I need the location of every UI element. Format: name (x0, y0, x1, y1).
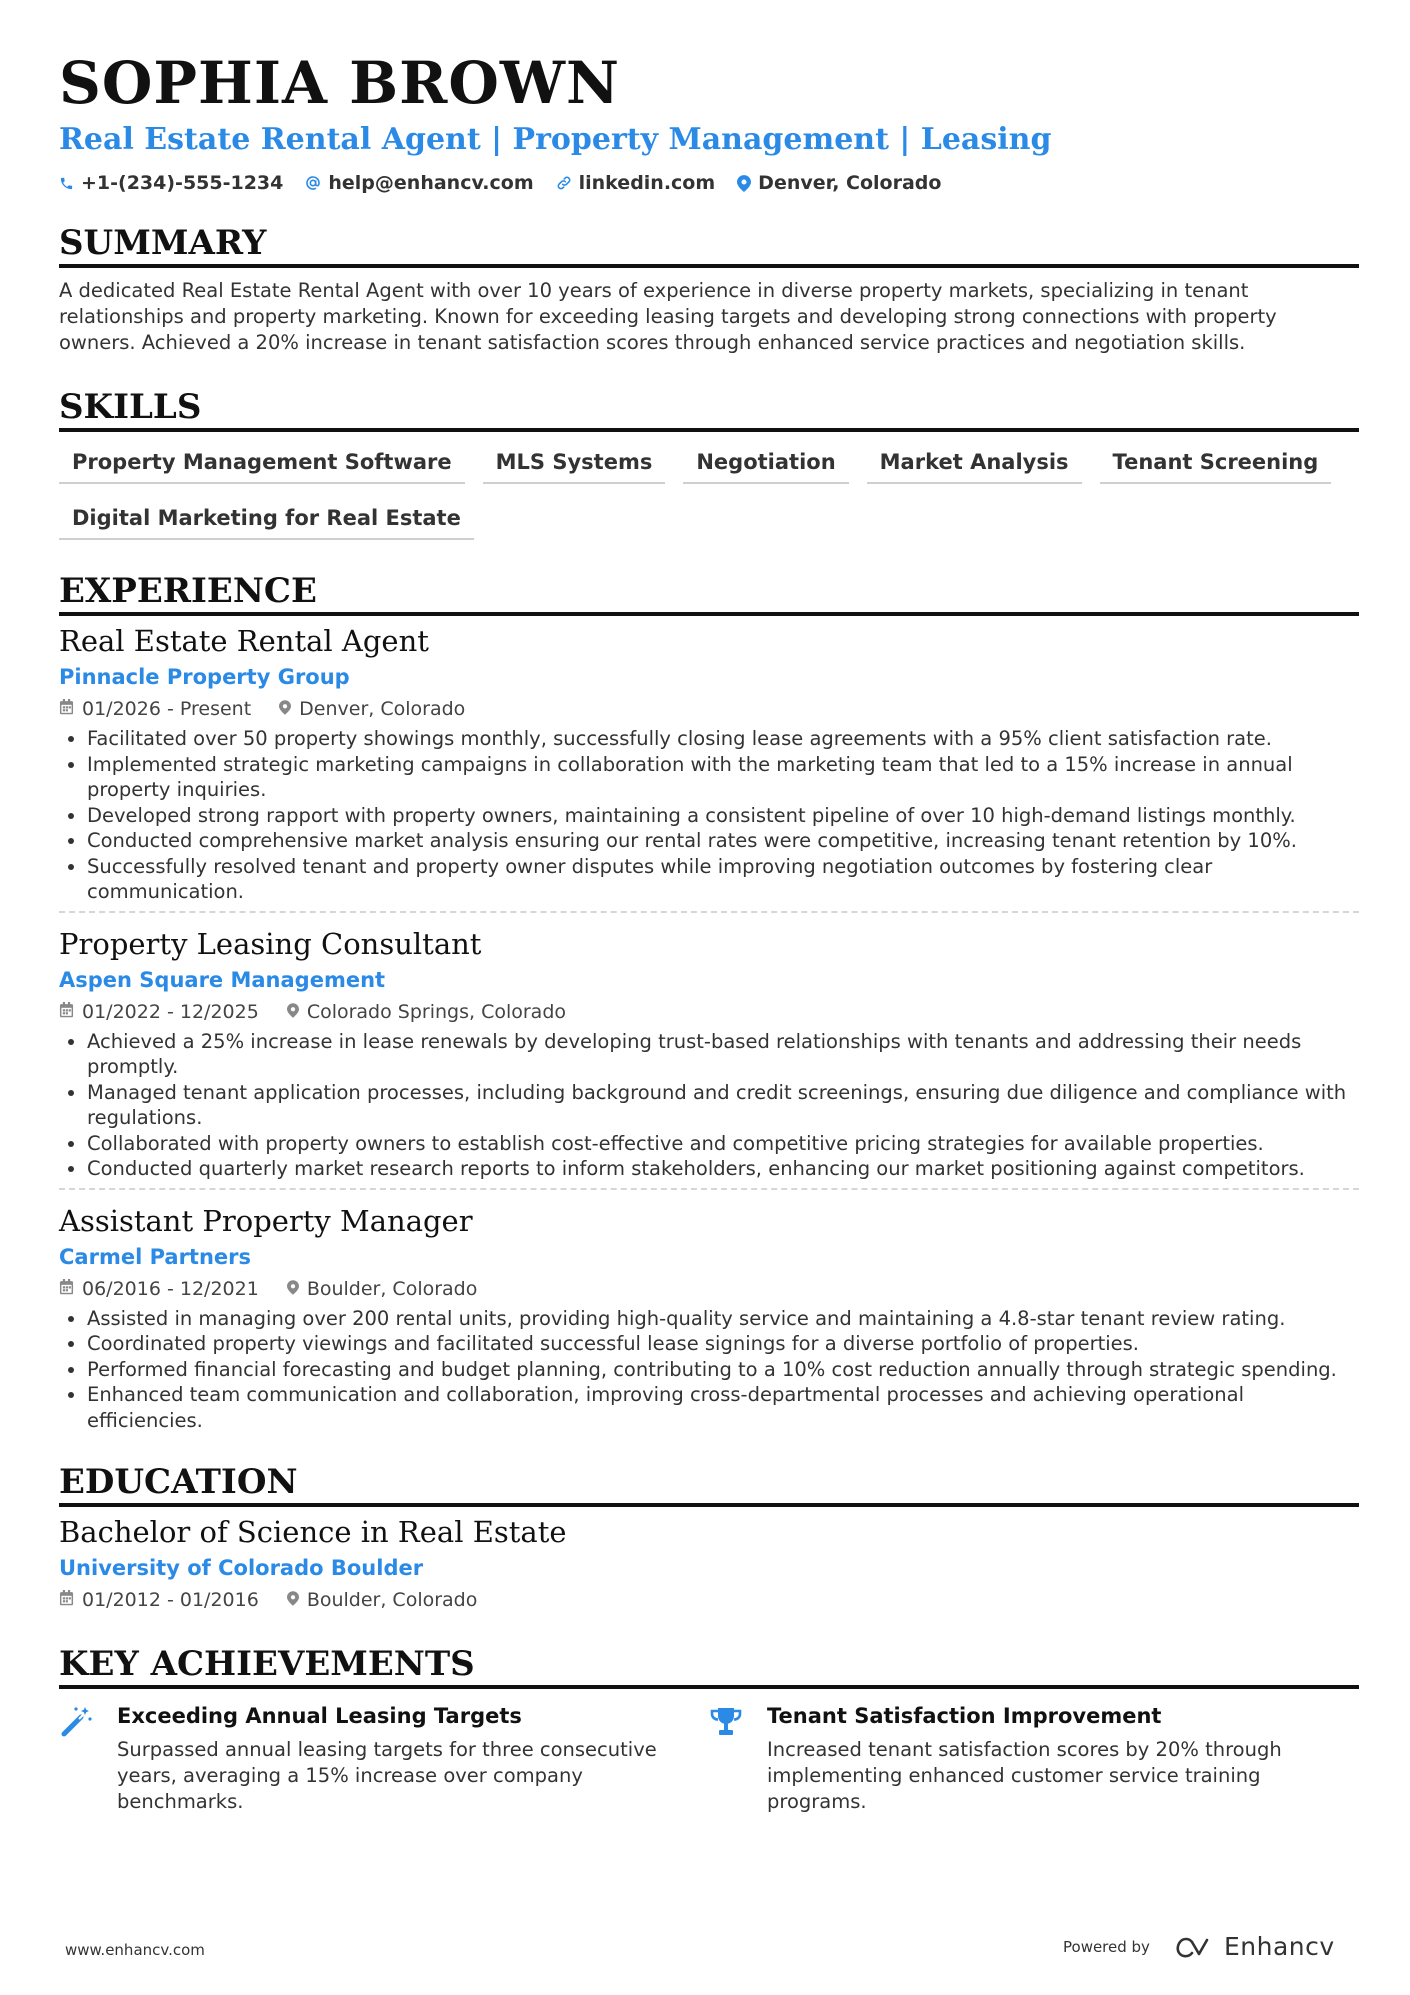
job-entry (59, 911, 1359, 1188)
company-name[interactable]: Aspen Square Management (59, 967, 386, 992)
job-bullet: • Facilitated over 50 property showings monthly, successfully closing lease agreements with a 95% client satisfaction rate. (87, 726, 1359, 752)
contact-linkedin[interactable] (556, 172, 716, 194)
job-title: Property Leasing Consultant (59, 926, 482, 961)
experience-section (59, 570, 1359, 1439)
footer-branding (1063, 1932, 1335, 1961)
contact-row (59, 172, 1359, 194)
job-bullet: • Assisted in managing over 200 rental units, providing high-quality service and maintaining a 4.8-star tenant review rating. (87, 1306, 1359, 1332)
calendar-icon (59, 1276, 74, 1302)
education-dates-text: 01/2012 - 01/2016 (82, 1589, 259, 1611)
at-icon (305, 175, 321, 191)
enhancv-logo-text: Enhancv (1223, 1932, 1335, 1961)
skill-tag: Market Analysis (867, 444, 1082, 484)
skills-title: SKILLS (59, 386, 1359, 432)
job-dates (59, 1276, 259, 1302)
link-icon (556, 175, 572, 191)
job-location-text: Colorado Springs, Colorado (306, 1000, 567, 1023)
phone-icon (59, 176, 74, 191)
summary-text: A dedicated Real Estate Rental Agent with over 10 years of experience in diverse property markets, specializing in tenant relationships and property marketing. Known for exceeding leasing targets and developing strong connections with property owners. Achieved a 20% increase in tenant satisfaction scores through enhanced service practices and negotiation skills. (59, 279, 1277, 354)
contact-location (737, 172, 941, 194)
skills-section (59, 386, 1359, 540)
contact-phone[interactable] (59, 172, 283, 194)
job-dates (59, 999, 259, 1025)
location-pin-icon (287, 1587, 299, 1613)
job-meta (59, 696, 1359, 722)
education-location (287, 1587, 478, 1613)
candidate-name: SOPHIA BROWN (59, 49, 621, 117)
calendar-icon (59, 1587, 74, 1613)
summary-title: SUMMARY (59, 222, 1359, 268)
experience-title: EXPERIENCE (59, 570, 1359, 616)
contact-email[interactable] (305, 172, 533, 194)
achievements-title: KEY ACHIEVEMENTS (59, 1643, 1359, 1689)
job-bullet: • Successfully resolved tenant and property owner disputes while improving negotiation outcomes by fostering clear communication. (87, 854, 1359, 905)
skill-tag: Tenant Screening (1100, 444, 1332, 484)
skill-tag: Digital Marketing for Real Estate (59, 500, 474, 540)
job-location (279, 696, 465, 722)
job-dates-text: 01/2022 - 12/2025 (82, 1000, 259, 1023)
company-name[interactable]: Carmel Partners (59, 1244, 252, 1269)
education-section (59, 1461, 1359, 1613)
skill-tag: MLS Systems (483, 444, 666, 484)
job-bullet: • Developed strong rapport with property owners, maintaining a consistent pipeline of over 10 high-demand listings monthly. (87, 803, 1359, 829)
trophy-icon (709, 1701, 749, 1815)
job-bullet: • Implemented strategic marketing campaigns in collaboration with the marketing team that led to a 15% increase in annual property inquiries. (87, 752, 1359, 803)
contact-linkedin-text: linkedin.com (578, 172, 716, 194)
enhancv-logo-icon (1172, 1936, 1216, 1958)
job-dates (59, 696, 251, 722)
achievement-description: Surpassed annual leasing targets for three consecutive years, averaging a 15% increase over company benchmarks. (117, 1738, 657, 1813)
contact-phone-text: +1-(234)-555-1234 (81, 172, 284, 194)
location-pin-icon (287, 999, 299, 1025)
job-bullet: • Coordinated property viewings and facilitated successful lease signings for a diverse portfolio of properties. (87, 1331, 1359, 1357)
summary-section (59, 222, 1359, 356)
job-title: Real Estate Rental Agent (59, 624, 429, 658)
footer-website[interactable]: www.enhancv.com (65, 1941, 205, 1959)
achievement-description: Increased tenant satisfaction scores by 20% through implementing enhanced customer service training programs. (767, 1738, 1282, 1813)
education-meta (59, 1587, 1359, 1613)
calendar-icon (59, 696, 74, 722)
job-bullet: • Collaborated with property owners to establish cost-effective and competitive pricing strategies for available properties. (87, 1131, 1359, 1157)
school-name[interactable]: University of Colorado Boulder (59, 1556, 424, 1580)
job-meta (59, 1276, 1359, 1302)
job-bullet: • Managed tenant application processes, including background and credit screenings, ensuring due diligence and compliance with regulations. (87, 1080, 1359, 1131)
job-bullet: • Conducted comprehensive market analysis ensuring our rental rates were competitive, increasing tenant retention by 10%. (87, 828, 1359, 854)
company-name[interactable]: Pinnacle Property Group (59, 665, 350, 689)
job-location (287, 1276, 478, 1302)
job-dates-text: 06/2016 - 12/2021 (82, 1277, 259, 1300)
magic-wand-icon (59, 1701, 99, 1815)
achievement-item (59, 1701, 709, 1815)
calendar-icon (59, 999, 74, 1025)
job-title: Assistant Property Manager (59, 1203, 473, 1238)
degree-title: Bachelor of Science in Real Estate (59, 1515, 567, 1549)
achievement-title: Tenant Satisfaction Improvement (767, 1704, 1162, 1728)
skill-tag: Property Management Software (59, 444, 465, 484)
job-bullet: • Conducted quarterly market research reports to inform stakeholders, enhancing our market positioning against competitors. (87, 1156, 1359, 1182)
achievements-section (59, 1643, 1359, 1815)
contact-location-text: Denver, Colorado (758, 172, 942, 194)
job-bullet: • Enhanced team communication and collaboration, improving cross-departmental processes and achieving operational efficiencies. (87, 1382, 1359, 1433)
resume-page (59, 48, 1359, 1815)
job-meta (59, 999, 1359, 1025)
enhancv-logo[interactable] (1172, 1932, 1335, 1961)
job-bullets (59, 1029, 1359, 1182)
skill-tag: Negotiation (683, 444, 848, 484)
job-location (287, 999, 566, 1025)
education-location-text: Boulder, Colorado (306, 1589, 478, 1611)
job-dates-text: 01/2026 - Present (82, 698, 252, 720)
contact-email-text: help@enhancv.com (328, 172, 534, 194)
skills-list (59, 444, 1359, 540)
job-bullets (59, 726, 1359, 905)
job-location-text: Boulder, Colorado (306, 1277, 478, 1300)
job-bullet: • Achieved a 25% increase in lease renewals by developing trust-based relationships with tenants and addressing their needs promptly. (87, 1029, 1359, 1080)
location-pin-icon (287, 1276, 299, 1302)
job-entry (59, 622, 1359, 911)
location-pin-icon (737, 175, 751, 192)
job-bullet: • Performed financial forecasting and budget planning, contributing to a 10% cost reduction annually through strategic spending. (87, 1357, 1359, 1383)
job-location-text: Denver, Colorado (299, 698, 466, 720)
powered-by-text: Powered by (1063, 1937, 1150, 1956)
education-dates (59, 1587, 259, 1613)
job-bullets (59, 1306, 1359, 1434)
job-entry (59, 1188, 1359, 1440)
education-title: EDUCATION (59, 1461, 1359, 1507)
achievements-list (59, 1701, 1359, 1815)
achievement-title: Exceeding Annual Leasing Targets (117, 1704, 522, 1728)
location-pin-icon (279, 696, 291, 722)
achievement-item (709, 1701, 1359, 1815)
candidate-headline: Real Estate Rental Agent | Property Management | Leasing (59, 122, 1052, 157)
